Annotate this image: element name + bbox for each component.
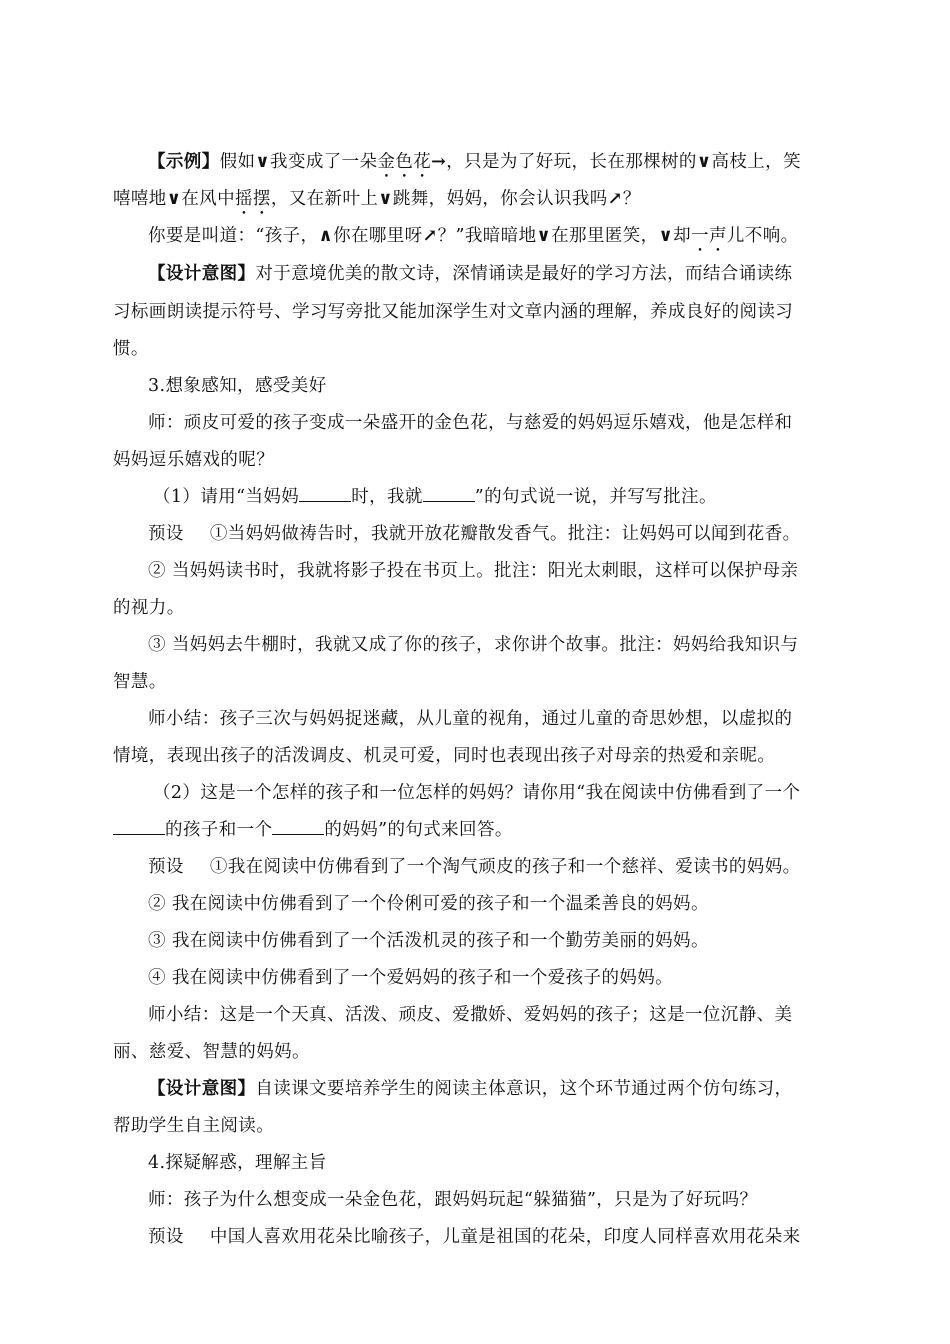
preset-2-line-1: ② 当妈妈读书时，我就将影子投在书页上。批注：阳光太刺眼，这样可以保护母亲 — [148, 561, 799, 581]
stress-dots: 摇摆 — [235, 189, 271, 209]
example-text: 你要是叫道：“孩子， — [148, 226, 319, 246]
design-intent-1-line-2: 习标画朗读提示符号、学习写旁批又能加深学生对文章内涵的理解，养成良好的阅读习 — [113, 302, 794, 322]
teacher-question-line-1: 师：顽皮可爱的孩子变成一朵盛开的金色花，与慈爱的妈妈逗乐嬉戏，他是怎样和 — [148, 413, 793, 433]
question-1 — [153, 485, 717, 509]
question-text: （1）请用“当妈妈 — [153, 487, 300, 507]
answer-3: ③ 我在阅读中仿佛看到了一个活泼机灵的孩子和一个勤劳美丽的妈妈。 — [148, 931, 709, 951]
example-text: 儿不响。 — [726, 226, 799, 246]
preset-text: ①当妈妈做祷告时，我就开放花瓣散发香气。批注：让妈妈可以闻到花香。 — [209, 524, 801, 544]
fill-blank — [113, 818, 165, 835]
design-intent-text: 自读课文要培养学生的阅读主体意识，这个环节通过两个仿句练习， — [255, 1079, 793, 1099]
stress-dots: 金色花 — [377, 152, 432, 172]
example-line-1 — [148, 150, 801, 174]
example-text: 却 — [673, 226, 692, 246]
design-intent-1-line-1 — [148, 262, 792, 286]
example-text: 跳舞，妈妈，你会认识我吗 — [392, 189, 608, 209]
pause-mark: ∨ — [378, 189, 393, 209]
section-3-heading: 3.想象感知，感受美好 — [148, 376, 327, 396]
design-intent-text: 对于意境优美的散文诗，深情诵读是最好的学习方法，而结合诵读练 — [255, 264, 793, 284]
answer-2: ② 我在阅读中仿佛看到了一个伶俐可爱的孩子和一个温柔善良的妈妈。 — [148, 894, 709, 914]
example-text: ，又在新叶上 — [270, 189, 379, 209]
stress-dots: 一声 — [691, 226, 727, 246]
design-intent-2-line-1 — [148, 1077, 792, 1101]
design-intent-1-line-3: 惯。 — [113, 339, 149, 359]
question-text: 的妈妈”的句式来回答。 — [324, 820, 513, 840]
summary-1-line-1: 师小结：孩子三次与妈妈捉迷藏，从儿童的视角，通过儿童的奇思妙想，以虚拟的 — [148, 709, 793, 729]
example-text: ？”我暗暗地 — [437, 226, 537, 246]
preset-3-line-2: 智慧。 — [113, 672, 167, 692]
arrow-right-mark: → — [431, 152, 447, 172]
pause-mark: ∨ — [536, 226, 552, 246]
preset-4 — [148, 1225, 801, 1249]
rising-tone-mark: ↗ — [422, 226, 438, 246]
example-tag: 【示例】 — [148, 152, 220, 172]
example-text: 在那里匿笑， — [551, 226, 659, 246]
design-intent-tag: 【设计意图】 — [148, 1079, 256, 1099]
preset-label: 预设 — [148, 1227, 184, 1247]
pause-mark: ∨ — [696, 152, 712, 172]
example-line-2 — [113, 187, 641, 211]
pause-mark: ∨ — [658, 226, 674, 246]
rising-tone-mark: ↗ — [607, 189, 623, 209]
example-text: 在风中 — [181, 189, 236, 209]
teacher-question-4: 师：孩子为什么想变成一朵金色花，跟妈妈玩起“躲猫猫”，只是为了好玩吗？ — [148, 1190, 758, 1210]
question-2-line-2 — [113, 818, 513, 842]
fill-blank — [272, 818, 324, 835]
preset-1 — [148, 522, 801, 546]
summary-1-line-2: 情境，表现出孩子的活泼调皮、机灵可爱，同时也表现出孩子对母亲的热爱和亲昵。 — [113, 746, 776, 766]
answer-1 — [148, 855, 801, 879]
teacher-question-line-2: 妈妈逗乐嬉戏的呢？ — [113, 450, 275, 470]
design-intent-tag: 【设计意图】 — [148, 264, 256, 284]
question-text: 的孩子和一个 — [165, 820, 273, 840]
pause-mark: ∨ — [255, 152, 271, 172]
example-text: 你在哪里呀 — [333, 226, 423, 246]
preset-label: 预设 — [148, 524, 184, 544]
example-text: ，只是为了好玩，长在那棵树的 — [446, 152, 697, 172]
summary-2-line-2: 丽、慈爱、智慧的妈妈。 — [113, 1042, 310, 1062]
example-text: 我变成了一朵 — [270, 152, 378, 172]
answer-4: ④ 我在阅读中仿佛看到了一个爱妈妈的孩子和一个爱孩子的妈妈。 — [148, 968, 674, 988]
example-text: 高枝上，笑 — [711, 152, 801, 172]
design-intent-2-line-2: 帮助学生自主阅读。 — [113, 1116, 275, 1136]
example-text: 嘻嘻地 — [113, 189, 167, 209]
example-line-3 — [148, 224, 799, 248]
answer-text: ①我在阅读中仿佛看到了一个淘气顽皮的孩子和一个慈祥、爱读书的妈妈。 — [209, 857, 801, 877]
example-text: 假如 — [219, 152, 256, 172]
fill-blank — [423, 485, 475, 502]
pause-mark: ∨ — [166, 189, 182, 209]
preset-label: 预设 — [148, 857, 184, 877]
preset-3-line-1: ③ 当妈妈去牛棚时，我就又成了你的孩子，求你讲个故事。批注：妈妈给我知识与 — [148, 635, 799, 655]
preset-text: 中国人喜欢用花朵比喻孩子，儿童是祖国的花朵，印度人同样喜欢用花朵来 — [209, 1227, 801, 1247]
fill-blank — [299, 485, 351, 502]
question-2-line-1: （2）这是一个怎样的孩子和一位怎样的妈妈？请你用“我在阅读中仿佛看到了一个 — [153, 783, 801, 803]
example-text: ？ — [622, 189, 641, 209]
link-mark: ∧ — [318, 226, 334, 246]
section-4-heading: 4.探疑解惑，理解主旨 — [148, 1153, 327, 1173]
question-text: 时，我就 — [351, 487, 423, 507]
question-text: ”的句式说一说，并写写批注。 — [474, 487, 717, 507]
summary-2-line-1: 师小结：这是一个天真、活泼、顽皮、爱撒娇、爱妈妈的孩子；这是一位沉静、美 — [148, 1005, 793, 1025]
preset-2-line-2: 的视力。 — [113, 598, 185, 618]
